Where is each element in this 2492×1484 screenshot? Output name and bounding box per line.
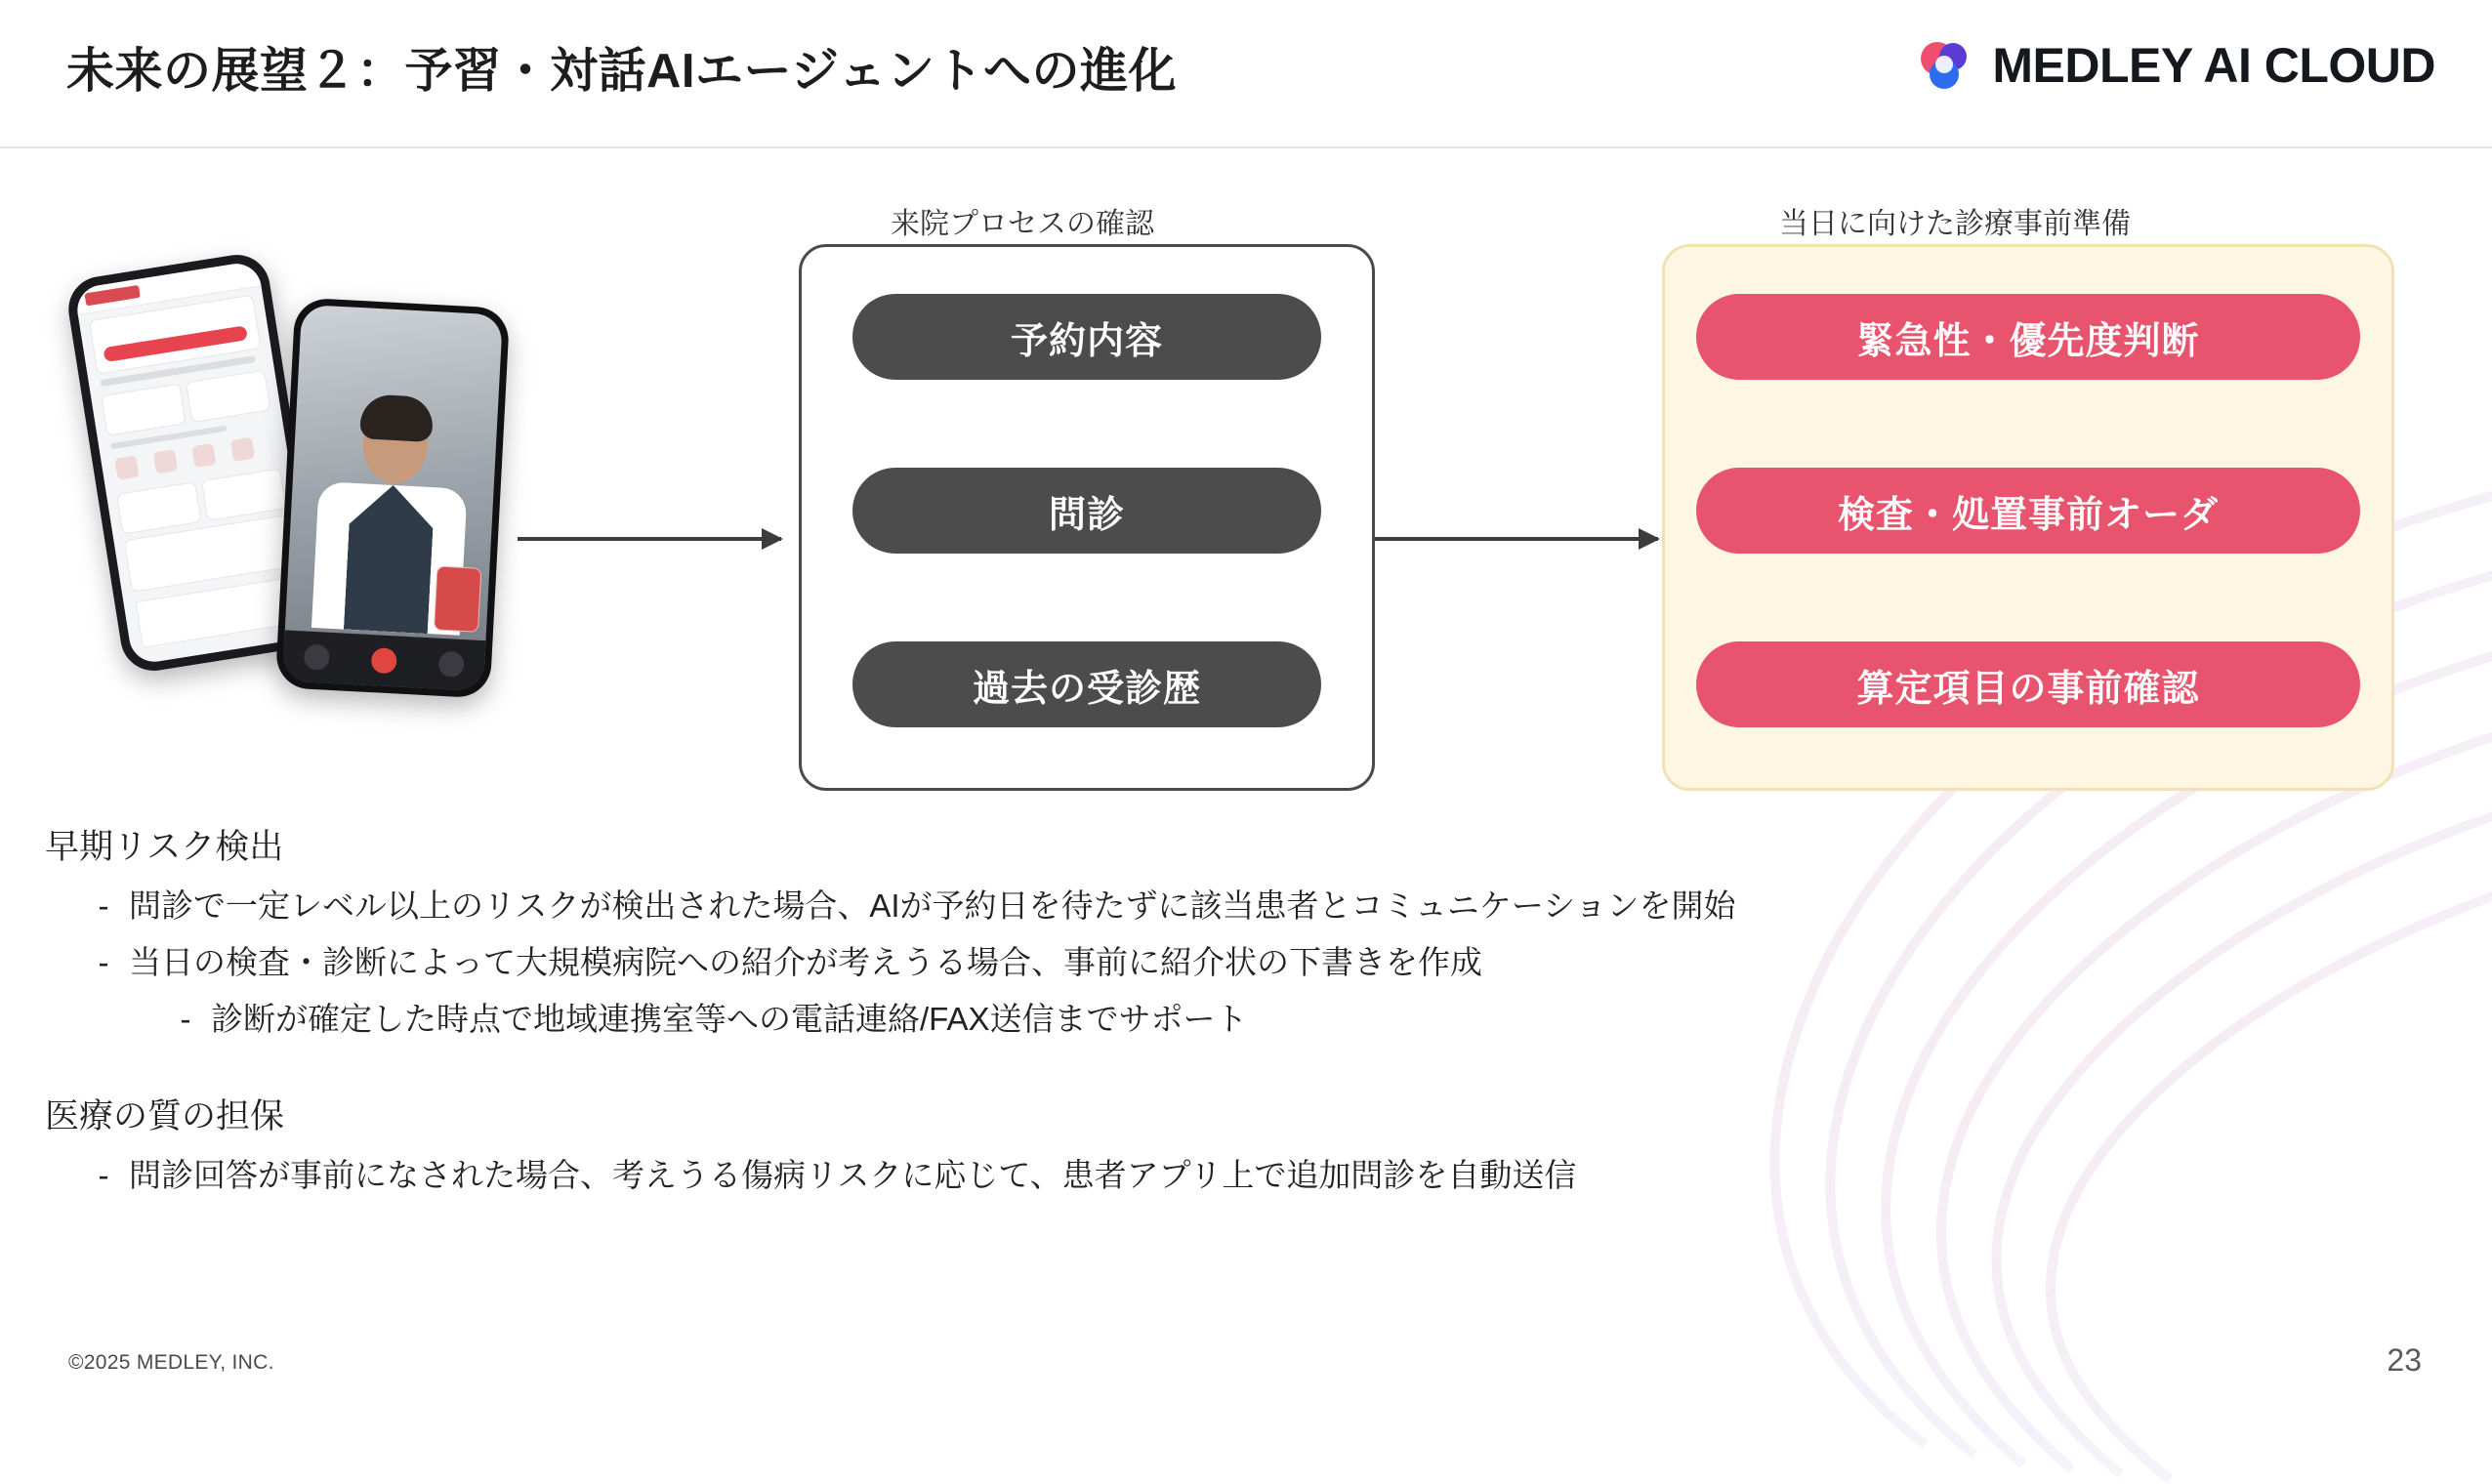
prep-item-order: 検査・処置事前オーダ [1696,468,2360,554]
list-item [45,883,2467,930]
copyright-notice: ©2025 MEDLEY, INC. [68,1351,274,1374]
brand-name: MEDLEY AI CLOUD [1992,38,2435,93]
bullet-marker: - [98,887,109,924]
bullet-text: 診断が確定した時点で地域連携室等への電話連絡/FAX送信までサポート [211,1000,1248,1037]
bullet-marker: - [98,1157,109,1194]
process-item-reservation: 予約内容 [852,294,1321,380]
list-item [45,939,2467,987]
brand-lockup [1914,35,2435,96]
self-view-thumbnail [434,565,481,632]
visit-process-box [799,244,1375,791]
call-control-bar [282,630,485,691]
end-call-icon[interactable] [371,647,397,674]
mic-toggle-icon[interactable] [304,644,330,671]
preparation-box [1662,244,2394,791]
camera-toggle-icon[interactable] [437,651,464,678]
section-title-risk: 早期リスク検出 [45,828,284,866]
slide-header [0,0,2492,148]
page-title: 未来の展望２：予習・対話AIエージェントへの進化 [66,45,1178,98]
caption-middle: 来院プロセスの確認 [891,208,1154,240]
list-item [45,1152,2467,1200]
section-title-quality: 医療の質の担保 [45,1097,285,1136]
body-content [45,820,2467,1209]
list-item [45,996,2467,1044]
bullet-text: 当日の検査・診断によって大規模病院への紹介が考えうる場合、事前に紹介状の下書きを作成 [129,943,1482,980]
bullet-marker: - [180,1000,191,1037]
bullet-marker: - [98,943,109,980]
process-item-interview: 問診 [852,468,1321,554]
prep-item-billing: 算定項目の事前確認 [1696,641,2360,727]
bullet-text: 問診回答が事前になされた場合、考えうる傷病リスクに応じて、患者アプリ上で追加問診を自動送信 [129,1157,1577,1194]
online-consultation-phone [275,298,511,699]
phone-mockups [76,246,535,695]
medley-logo-icon [1914,35,1974,96]
page-number: 23 [2387,1342,2422,1378]
prep-item-urgency: 緊急性・優先度判断 [1696,294,2360,380]
process-item-history: 過去の受診歴 [852,641,1321,727]
bullet-text: 問診で一定レベル以上のリスクが検出された場合、AIが予約日を待たずに該当患者とコミュニケーションを開始 [129,887,1736,924]
arrow-right-icon [1375,537,1658,541]
arrow-right-icon [518,537,781,541]
process-diagram [0,148,2492,822]
caption-right: 当日に向けた診療事前準備 [1779,208,2131,240]
